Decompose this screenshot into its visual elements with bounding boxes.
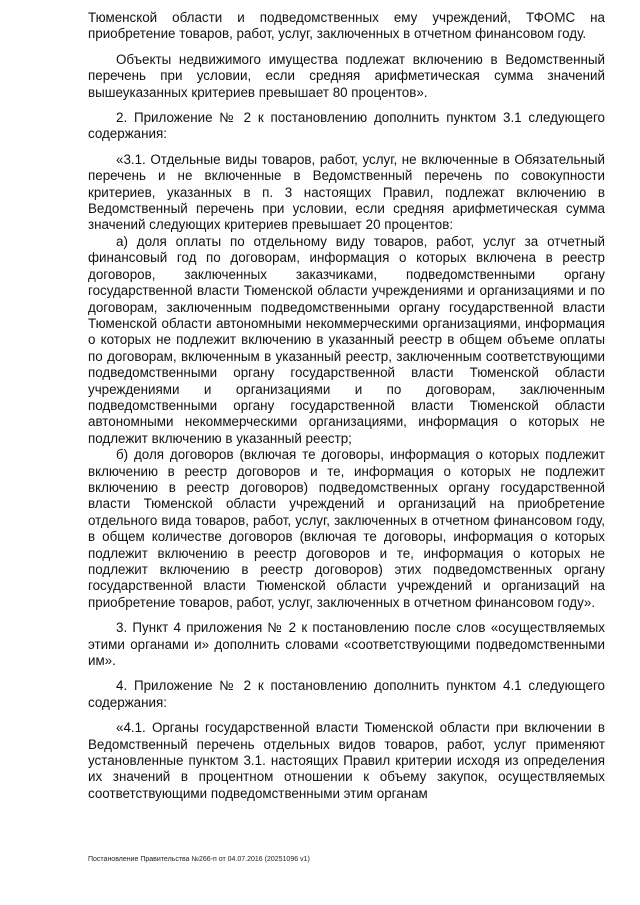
paragraph-item-3: 3. Пункт 4 приложения № 2 к постановлению после слов «осуществляемых этими органами и» дополнить словами «соответствующими подведомственными им». [88, 620, 605, 669]
paragraph-clause-4-1: «4.1. Органы государственной власти Тюменской области при включении в Ведомственный перечень отдельных видов товаров, работ, услуг применяют установленные пунктом 3.1. настоящих Правил критерии исходя из определения их значений в процентном отношении к объему закупок, осуществляемых соответствующими подведомственными этим органам [88, 720, 605, 801]
paragraph-subitem-b: б) доля договоров (включая те договоры, информация о которых подлежит включению в реестр договоров и те, информация о которых не подлежит включению в реестр договоров) подведомственных органу государственной власти Тюменской области учреждений и организаций на приобретение отдельного вида товаров, работ, услуг, заключенных в отчетном финансовом году, в общем количестве договоров (включая те договоры, информация о которых подлежит включению в реестр договоров и те, информация о которых не подлежит включению в реестр договоров) этих подведомственных органу государственной власти Тюменской области учреждений и организаций на приобретение товаров, работ, услуг, заключенных в отчетном финансовом году». [88, 447, 605, 610]
paragraph-continuation: Тюменской области и подведомственных ему учреждений, ТФОМС на приобретение товаров, работ, услуг, заключенных в отчетном финансовом году. [88, 10, 605, 42]
paragraph-subitem-a: а) доля оплаты по отдельному виду товаров, работ, услуг за отчетный финансовый год по договорам, информация о которых включена в реестр договоров, заключенных заказчиками, подведомственными органу государственной власти Тюменской области учреждениями и организациями и по договорам, заключенным подведомственными органу государственной власти Тюменской области автономными некоммерческими организациями, информация о которых не подлежит включению в указанный реестр в общем объеме оплаты по договорам, включенным в указанный реестр, заключенным соответствующими подведомственными органу государственной власти Тюменской области учреждениями и организациями и по договорам, заключенным подведомственными органу государственной власти Тюменской области автономными некоммерческими организациями, информация о которых не подлежит включению в указанный реестр; [88, 233, 605, 446]
paragraph-real-estate: Объекты недвижимого имущества подлежат включению в Ведомственный перечень при условии, если средняя арифметическая сумма значений вышеуказанных критериев превышает 80 процентов». [88, 51, 605, 100]
paragraph-clause-3-1: «3.1. Отдельные виды товаров, работ, услуг, не включенные в Обязательный перечень и не включенные в Ведомственный перечень по совокупности критериев, указанных в п. 3 настоящих Правил, подлежат включению в Ведомственный перечень при условии, если средняя арифметическая сумма значений следующих критериев превышает 20 процентов: [88, 151, 605, 233]
document-footer: Постановление Правительства №266-п от 04.07.2016 (20251096 v1) [88, 856, 310, 863]
document-page [88, 10, 605, 811]
paragraph-item-2: 2. Приложение № 2 к постановлению дополнить пунктом 3.1 следующего содержания: [88, 110, 605, 142]
paragraph-item-4: 4. Приложение № 2 к постановлению дополнить пунктом 4.1 следующего содержания: [88, 678, 605, 710]
